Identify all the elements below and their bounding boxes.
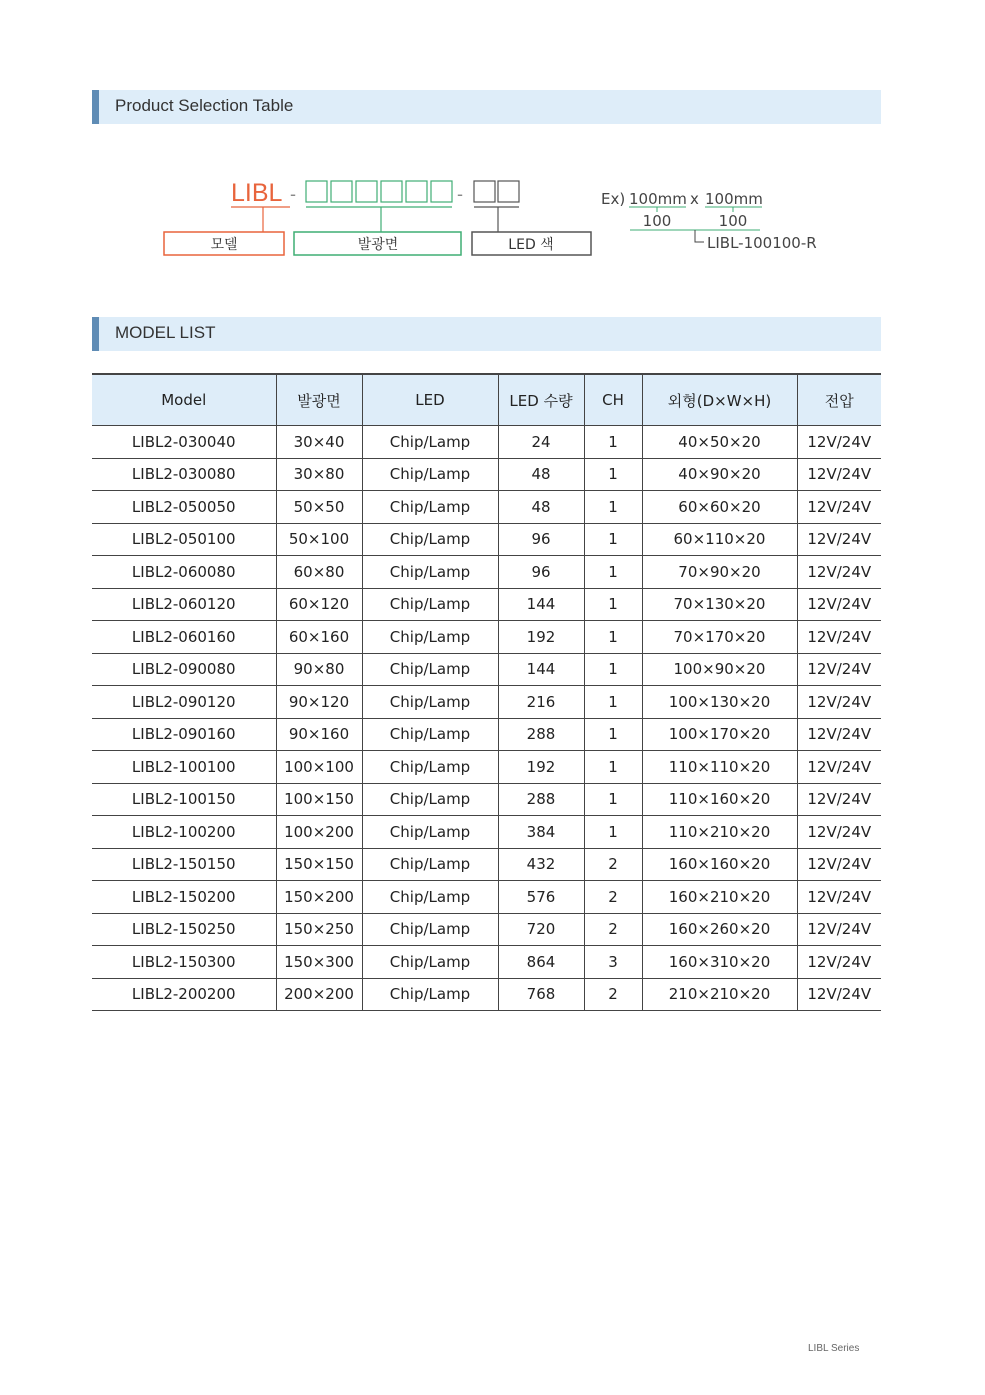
cell-voltage: 12V/24V	[797, 621, 881, 654]
cell-model: LIBL2-050050	[92, 491, 276, 524]
cell-channel: 3	[584, 946, 642, 979]
cell-voltage: 12V/24V	[797, 881, 881, 914]
cell-led: Chip/Lamp	[362, 426, 498, 459]
product-selection-title: Product Selection Table	[115, 96, 294, 115]
cell-led-count: 192	[498, 751, 584, 784]
cell-voltage: 12V/24V	[797, 783, 881, 816]
cell-led-count: 48	[498, 491, 584, 524]
cell-channel: 1	[584, 653, 642, 686]
cell-dimensions: 60×60×20	[642, 491, 797, 524]
cell-channel: 1	[584, 751, 642, 784]
cell-voltage: 12V/24V	[797, 426, 881, 459]
table-row	[92, 426, 881, 459]
cell-led: Chip/Lamp	[362, 718, 498, 751]
cell-model: LIBL2-150200	[92, 881, 276, 914]
table-row	[92, 751, 881, 784]
cell-led-count: 144	[498, 653, 584, 686]
cell-channel: 1	[584, 686, 642, 719]
cell-voltage: 12V/24V	[797, 913, 881, 946]
cell-model: LIBL2-100100	[92, 751, 276, 784]
cell-led-count: 96	[498, 556, 584, 589]
cell-model: LIBL2-100150	[92, 783, 276, 816]
code-box	[406, 181, 427, 202]
cell-led: Chip/Lamp	[362, 523, 498, 556]
cell-led: Chip/Lamp	[362, 913, 498, 946]
cell-model: LIBL2-060160	[92, 621, 276, 654]
cell-model: LIBL2-030080	[92, 458, 276, 491]
cell-emitting-area: 60×80	[276, 556, 362, 589]
cell-channel: 2	[584, 978, 642, 1011]
model-label: 모델	[210, 237, 238, 253]
header-channel: CH	[584, 374, 642, 426]
table-row	[92, 783, 881, 816]
cell-led-count: 24	[498, 426, 584, 459]
cell-dimensions: 60×110×20	[642, 523, 797, 556]
cell-channel: 1	[584, 588, 642, 621]
cell-channel: 1	[584, 783, 642, 816]
cell-led-count: 216	[498, 686, 584, 719]
cell-voltage: 12V/24V	[797, 978, 881, 1011]
header-model: Model	[92, 374, 276, 426]
example-code1: 100	[642, 212, 672, 230]
cell-led: Chip/Lamp	[362, 848, 498, 881]
cell-channel: 1	[584, 458, 642, 491]
code-box	[306, 181, 327, 202]
cell-model: LIBL2-030040	[92, 426, 276, 459]
code-dash-2: -	[457, 184, 463, 204]
cell-model: LIBL2-100200	[92, 816, 276, 849]
code-box	[331, 181, 352, 202]
cell-led-count: 192	[498, 621, 584, 654]
cell-voltage: 12V/24V	[797, 491, 881, 524]
cell-model: LIBL2-150150	[92, 848, 276, 881]
example-dim1: 100mm	[629, 190, 687, 208]
cell-voltage: 12V/24V	[797, 653, 881, 686]
model-list-header	[92, 317, 881, 351]
code-box	[381, 181, 402, 202]
cell-led: Chip/Lamp	[362, 621, 498, 654]
cell-led-count: 432	[498, 848, 584, 881]
table-row	[92, 978, 881, 1011]
table-row	[92, 523, 881, 556]
table-row	[92, 816, 881, 849]
cell-dimensions: 210×210×20	[642, 978, 797, 1011]
header-emitting-area: 발광면	[276, 374, 362, 426]
code-box	[431, 181, 452, 202]
table-row	[92, 653, 881, 686]
cell-dimensions: 160×210×20	[642, 881, 797, 914]
cell-led: Chip/Lamp	[362, 978, 498, 1011]
cell-emitting-area: 30×80	[276, 458, 362, 491]
code-dash-1: -	[290, 184, 296, 204]
cell-dimensions: 70×170×20	[642, 621, 797, 654]
cell-dimensions: 160×310×20	[642, 946, 797, 979]
cell-emitting-area: 100×100	[276, 751, 362, 784]
part-code-diagram	[0, 0, 985, 300]
cell-emitting-area: 50×100	[276, 523, 362, 556]
cell-voltage: 12V/24V	[797, 848, 881, 881]
cell-voltage: 12V/24V	[797, 751, 881, 784]
cell-dimensions: 40×90×20	[642, 458, 797, 491]
table-row	[92, 881, 881, 914]
cell-led: Chip/Lamp	[362, 881, 498, 914]
cell-emitting-area: 100×150	[276, 783, 362, 816]
cell-led: Chip/Lamp	[362, 458, 498, 491]
cell-voltage: 12V/24V	[797, 523, 881, 556]
table-row	[92, 491, 881, 524]
table-row	[92, 913, 881, 946]
cell-led: Chip/Lamp	[362, 653, 498, 686]
cell-emitting-area: 90×120	[276, 686, 362, 719]
cell-model: LIBL2-060120	[92, 588, 276, 621]
cell-led-count: 288	[498, 718, 584, 751]
cell-emitting-area: 90×80	[276, 653, 362, 686]
cell-emitting-area: 100×200	[276, 816, 362, 849]
cell-dimensions: 70×130×20	[642, 588, 797, 621]
header-led-count: LED 수량	[498, 374, 584, 426]
cell-model: LIBL2-090160	[92, 718, 276, 751]
cell-voltage: 12V/24V	[797, 556, 881, 589]
cell-led-count: 384	[498, 816, 584, 849]
cell-model: LIBL2-060080	[92, 556, 276, 589]
table-header-row	[92, 374, 881, 426]
cell-dimensions: 40×50×20	[642, 426, 797, 459]
table-row	[92, 556, 881, 589]
cell-led-count: 96	[498, 523, 584, 556]
cell-channel: 1	[584, 816, 642, 849]
cell-model: LIBL2-150250	[92, 913, 276, 946]
cell-dimensions: 100×90×20	[642, 653, 797, 686]
cell-channel: 2	[584, 848, 642, 881]
cell-dimensions: 70×90×20	[642, 556, 797, 589]
footer-series: LIBL Series	[808, 1343, 860, 1354]
led-color-label: LED 색	[508, 237, 554, 253]
cell-emitting-area: 150×250	[276, 913, 362, 946]
example-code2: 100	[718, 212, 748, 230]
example-label: Ex)	[601, 190, 626, 208]
cell-model: LIBL2-200200	[92, 978, 276, 1011]
cell-channel: 1	[584, 621, 642, 654]
cell-emitting-area: 90×160	[276, 718, 362, 751]
cell-model: LIBL2-150300	[92, 946, 276, 979]
cell-emitting-area: 150×300	[276, 946, 362, 979]
cell-led: Chip/Lamp	[362, 588, 498, 621]
cell-dimensions: 160×160×20	[642, 848, 797, 881]
model-table	[92, 373, 881, 1011]
table-row	[92, 848, 881, 881]
emitting-area-boxes	[306, 181, 452, 202]
cell-dimensions: 110×210×20	[642, 816, 797, 849]
cell-emitting-area: 50×50	[276, 491, 362, 524]
cell-channel: 1	[584, 556, 642, 589]
cell-dimensions: 110×160×20	[642, 783, 797, 816]
table-row	[92, 686, 881, 719]
cell-emitting-area: 30×40	[276, 426, 362, 459]
cell-emitting-area: 60×120	[276, 588, 362, 621]
cell-channel: 2	[584, 913, 642, 946]
code-box	[474, 181, 495, 202]
cell-dimensions: 160×260×20	[642, 913, 797, 946]
cell-led: Chip/Lamp	[362, 686, 498, 719]
cell-emitting-area: 150×200	[276, 881, 362, 914]
cell-dimensions: 110×110×20	[642, 751, 797, 784]
cell-dimensions: 100×170×20	[642, 718, 797, 751]
cell-led-count: 720	[498, 913, 584, 946]
cell-led: Chip/Lamp	[362, 556, 498, 589]
cell-channel: 1	[584, 426, 642, 459]
cell-dimensions: 100×130×20	[642, 686, 797, 719]
example-times: x	[690, 190, 699, 208]
cell-voltage: 12V/24V	[797, 686, 881, 719]
model-list-title: MODEL LIST	[115, 323, 216, 342]
header-dimensions: 외형(D×W×H)	[642, 374, 797, 426]
cell-led: Chip/Lamp	[362, 946, 498, 979]
cell-led-count: 576	[498, 881, 584, 914]
cell-led: Chip/Lamp	[362, 491, 498, 524]
table-row	[92, 718, 881, 751]
cell-channel: 1	[584, 718, 642, 751]
cell-voltage: 12V/24V	[797, 816, 881, 849]
table-row	[92, 458, 881, 491]
table-row	[92, 946, 881, 979]
cell-emitting-area: 200×200	[276, 978, 362, 1011]
cell-led-count: 288	[498, 783, 584, 816]
example-dim2: 100mm	[705, 190, 763, 208]
code-box	[356, 181, 377, 202]
cell-led-count: 768	[498, 978, 584, 1011]
cell-led: Chip/Lamp	[362, 816, 498, 849]
led-color-boxes	[474, 181, 519, 202]
code-prefix: LIBL	[231, 179, 283, 207]
cell-voltage: 12V/24V	[797, 588, 881, 621]
example-result: LIBL-100100-R	[707, 234, 817, 252]
cell-channel: 2	[584, 881, 642, 914]
code-box	[498, 181, 519, 202]
cell-channel: 1	[584, 523, 642, 556]
cell-voltage: 12V/24V	[797, 718, 881, 751]
header-voltage: 전압	[797, 374, 881, 426]
cell-emitting-area: 60×160	[276, 621, 362, 654]
emitting-area-label: 발광면	[357, 237, 399, 253]
cell-emitting-area: 150×150	[276, 848, 362, 881]
cell-model: LIBL2-090080	[92, 653, 276, 686]
cell-model: LIBL2-050100	[92, 523, 276, 556]
cell-voltage: 12V/24V	[797, 946, 881, 979]
example-arrow	[695, 230, 704, 242]
cell-led-count: 144	[498, 588, 584, 621]
cell-channel: 1	[584, 491, 642, 524]
cell-model: LIBL2-090120	[92, 686, 276, 719]
cell-led-count: 864	[498, 946, 584, 979]
table-row	[92, 621, 881, 654]
cell-led: Chip/Lamp	[362, 783, 498, 816]
cell-voltage: 12V/24V	[797, 458, 881, 491]
cell-led: Chip/Lamp	[362, 751, 498, 784]
table-row	[92, 588, 881, 621]
cell-led-count: 48	[498, 458, 584, 491]
header-led: LED	[362, 374, 498, 426]
